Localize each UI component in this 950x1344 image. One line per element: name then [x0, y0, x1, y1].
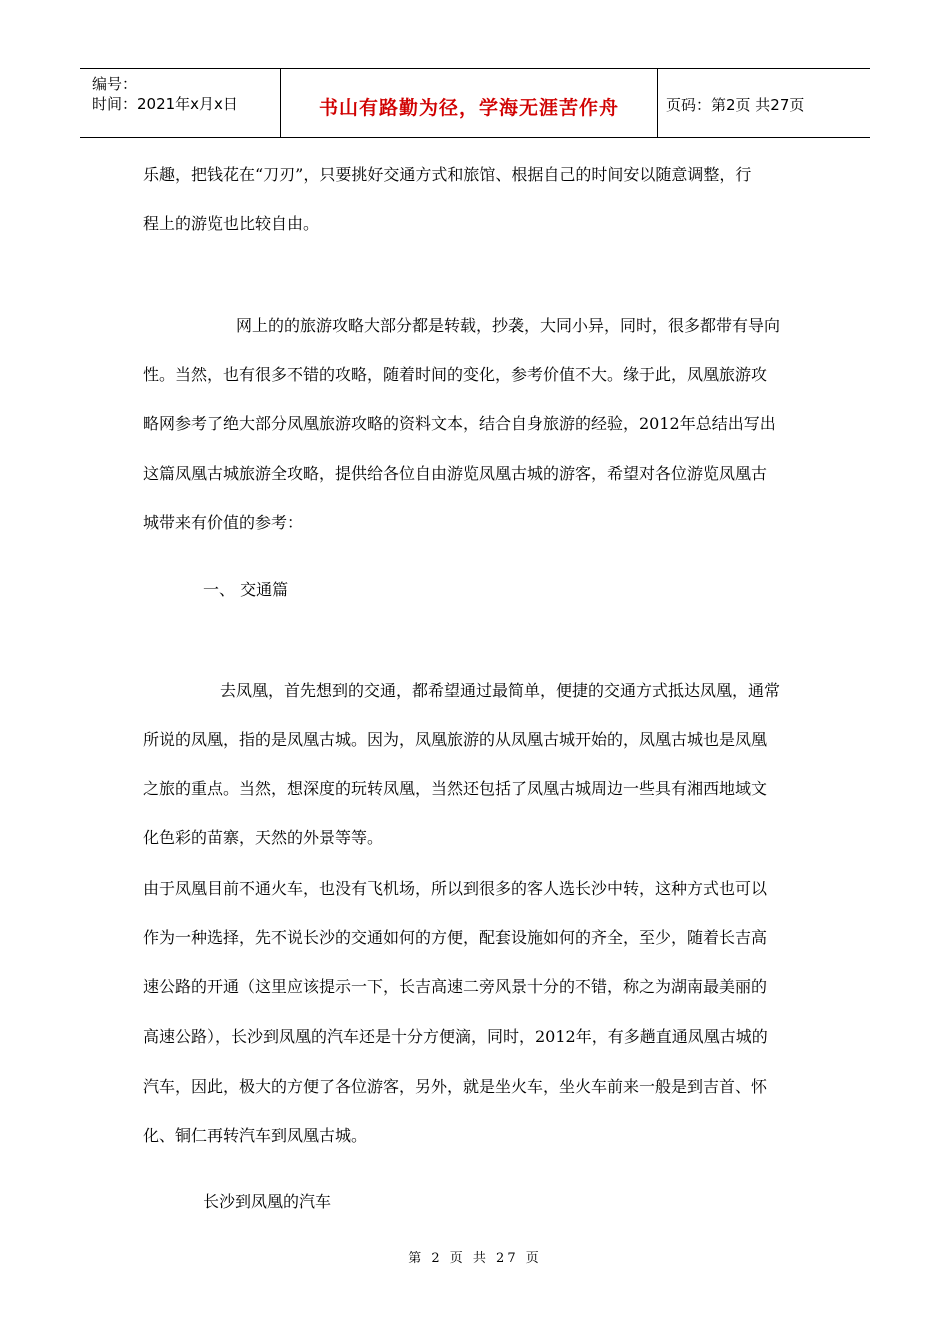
section-heading: 一、 交通篇	[203, 580, 289, 599]
paragraph-line: 略网参考了绝大部分凤凰旅游攻略的资料文本，结合自身旅游的经验，2012年总结出写出	[143, 414, 776, 433]
paragraph-line: 汽车，因此，极大的方便了各位游客，另外，就是坐火车，坐火车前来一般是到吉首、怀	[143, 1077, 768, 1096]
paragraph-line: 城带来有价值的参考：	[143, 513, 304, 532]
header-left-cell	[80, 69, 280, 137]
page-header	[80, 68, 870, 138]
subheading: 长沙到凤凰的汽车	[203, 1192, 332, 1211]
paragraph-line: 程上的游览也比较自由。	[143, 214, 320, 233]
paragraph-line: 这篇凤凰古城旅游全攻略，提供给各位自由游览凤凰古城的游客，希望对各位游览凤凰古	[143, 464, 768, 483]
paragraph-line: 之旅的重点。当然，想深度的玩转凤凰，当然还包括了凤凰古城周边一些具有湘西地域文	[143, 779, 768, 798]
paragraph-line: 作为一种选择，先不说长沙的交通如何的方便，配套设施如何的齐全，至少，随着长吉高	[143, 928, 768, 947]
time-label: 时间：2021年x月x日	[92, 95, 238, 113]
paragraph-line: 性。当然，也有很多不错的攻略，随着时间的变化，参考价值不大。缘于此，凤凰旅游攻	[143, 365, 768, 384]
paragraph-line: 去凤凰，首先想到的交通，都希望通过最简单，便捷的交通方式抵达凤凰，通常	[220, 681, 781, 700]
paragraph-line: 乐趣，把钱花在“刀刃”，只要挑好交通方式和旅馆、根据自己的时间安以随意调整，行	[143, 165, 752, 184]
number-label: 编号：	[92, 75, 138, 93]
page-footer: 第 2 页 共 27 页	[408, 1251, 542, 1266]
paragraph-line: 速公路的开通（这里应该提示一下，长吉高速二旁风景十分的不错，称之为湖南最美丽的	[143, 977, 768, 996]
header-motto-cell	[280, 69, 658, 137]
paragraph-line: 由于凤凰目前不通火车，也没有飞机场，所以到很多的客人选长沙中转，这种方式也可以	[143, 879, 768, 898]
page-code: 页码：第2页 共27页	[666, 96, 805, 114]
paragraph-line: 化色彩的苗寨，天然的外景等等。	[143, 828, 384, 847]
paragraph-line: 所说的凤凰，指的是凤凰古城。因为，凤凰旅游的从凤凰古城开始的，凤凰古城也是凤凰	[143, 730, 768, 749]
paragraph-line: 化、铜仁再转汽车到凤凰古城。	[143, 1126, 368, 1145]
header-page-cell	[658, 69, 870, 137]
paragraph-line: 网上的的旅游攻略大部分都是转载，抄袭，大同小异，同时，很多都带有导向	[236, 316, 781, 335]
motto-text: 书山有路勤为径，学海无涯苦作舟	[318, 97, 619, 119]
paragraph-line: 高速公路），长沙到凤凰的汽车还是十分方便滴，同时，2012年，有多趟直通凤凰古城的	[143, 1027, 768, 1046]
